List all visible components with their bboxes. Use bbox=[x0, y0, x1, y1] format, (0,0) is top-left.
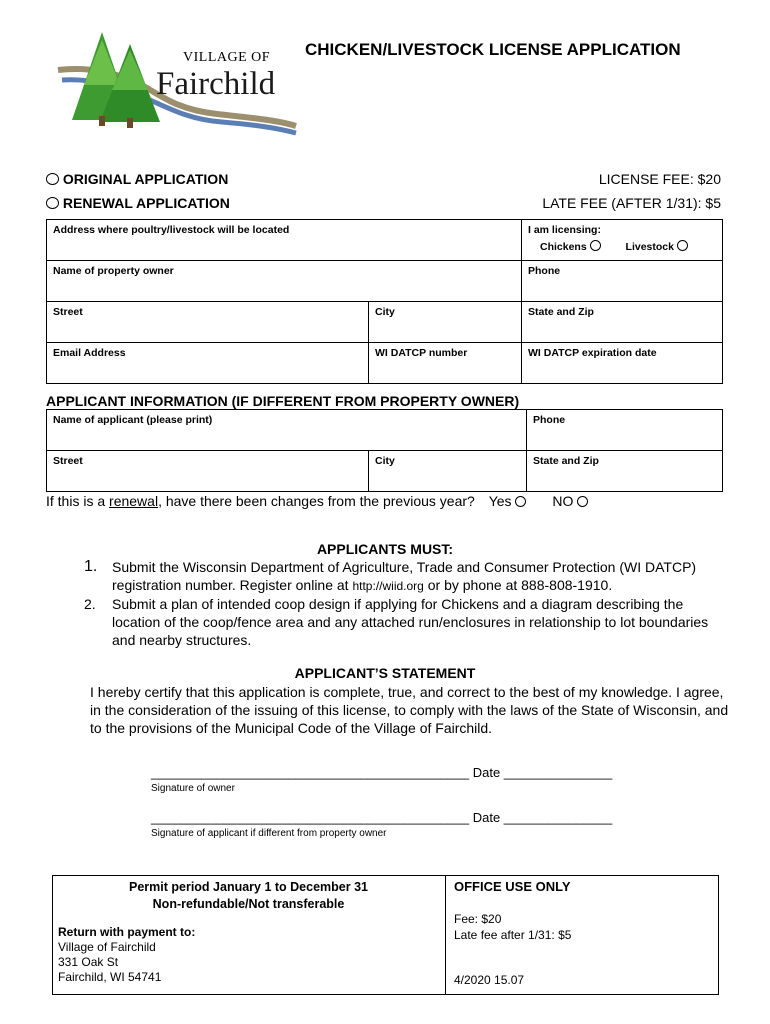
datcp-number-label: WI DATCP number bbox=[375, 347, 468, 359]
applicant-street-field[interactable] bbox=[46, 450, 369, 492]
applicant-state-zip-label: State and Zip bbox=[533, 455, 599, 467]
owner-state-zip-field[interactable] bbox=[521, 301, 723, 343]
requirement-number: 1. bbox=[84, 558, 98, 575]
requirement-text: Submit a plan of intended coop design if applying for Chickens and a diagram describing the location of the coop/fence area and any attached run/enclosures in relationship to lot boundaries and nearby structures. bbox=[112, 596, 709, 648]
return-address-line2: 331 Oak St bbox=[58, 955, 119, 969]
owner-street-field[interactable] bbox=[46, 301, 369, 343]
permit-period bbox=[52, 879, 445, 913]
statement-text: I hereby certify that this application is complete, true, and correct to the best of my knowledge. I agree, in the consideration of the issuing of this license, to comply with the laws of the State of Wisconsin, and to the provisions of the Municipal Code of the Village of Fairchild. bbox=[90, 684, 729, 736]
datcp-expiration-label: WI DATCP expiration date bbox=[528, 347, 657, 359]
licensing-field bbox=[521, 219, 723, 261]
email-label: Email Address bbox=[53, 347, 126, 359]
original-radio-icon[interactable] bbox=[46, 173, 59, 185]
owner-signature-label: Signature of owner bbox=[151, 783, 235, 794]
chickens-radio-icon[interactable] bbox=[590, 240, 601, 251]
logo-village-label: VILLAGE OF bbox=[183, 50, 271, 65]
office-fee: Fee: $20 bbox=[454, 912, 502, 926]
applicant-name-label: Name of applicant (please print) bbox=[53, 414, 213, 426]
applicant-state-zip-field[interactable] bbox=[526, 450, 723, 492]
office-use-title: OFFICE USE ONLY bbox=[454, 879, 571, 894]
livestock-label: Livestock bbox=[625, 241, 674, 253]
renewal-radio-icon[interactable] bbox=[46, 197, 59, 209]
logo-village-name: Fairchild bbox=[156, 66, 276, 102]
owner-city-label: City bbox=[375, 306, 395, 318]
no-radio-icon[interactable] bbox=[577, 496, 588, 507]
licensing-label: I am licensing: bbox=[528, 224, 601, 236]
applicant-city-field[interactable] bbox=[368, 450, 527, 492]
applicant-name-field[interactable] bbox=[46, 409, 527, 451]
owner-state-zip-label: State and Zip bbox=[528, 306, 594, 318]
form-version: 4/2020 15.07 bbox=[454, 973, 525, 987]
office-fees bbox=[454, 911, 571, 943]
owner-signature-line[interactable]: ____________________________________________ Date _______________ bbox=[151, 765, 613, 780]
yes-label: Yes bbox=[488, 493, 512, 509]
owner-city-field[interactable] bbox=[368, 301, 522, 343]
renewal-application-option[interactable] bbox=[46, 195, 230, 211]
return-address bbox=[58, 925, 195, 985]
applicant-city-label: City bbox=[375, 455, 395, 467]
address-label: Address where poultry/livestock will be located bbox=[53, 224, 290, 236]
yes-radio-icon[interactable] bbox=[515, 496, 526, 507]
applicant-signature-label: Signature of applicant if different from property owner bbox=[151, 828, 387, 839]
renewal-application-label: RENEWAL APPLICATION bbox=[62, 195, 230, 211]
office-late-fee: Late fee after 1/31: $5 bbox=[454, 928, 572, 942]
email-field[interactable] bbox=[46, 342, 369, 384]
address-field[interactable] bbox=[46, 219, 522, 261]
return-address-line1: Village of Fairchild bbox=[58, 940, 156, 954]
form-title: CHICKEN/LIVESTOCK LICENSE APPLICATION bbox=[305, 40, 681, 59]
statement-title: APPLICANT’S STATEMENT bbox=[294, 665, 476, 681]
owner-phone-field[interactable] bbox=[521, 260, 723, 302]
late-fee: LATE FEE (AFTER 1/31): $5 bbox=[542, 195, 721, 211]
applicant-phone-field[interactable] bbox=[526, 409, 723, 451]
applicant-signature-line[interactable]: ____________________________________________ Date _______________ bbox=[151, 810, 613, 825]
renewal-question-prefix: If this is a bbox=[46, 493, 110, 509]
chickens-label: Chickens bbox=[540, 241, 587, 253]
return-address-line3: Fairchild, WI 54741 bbox=[58, 970, 162, 984]
owner-phone-label: Phone bbox=[528, 265, 561, 277]
original-application-label: ORIGINAL APPLICATION bbox=[62, 171, 229, 187]
owner-name-field[interactable] bbox=[46, 260, 522, 302]
livestock-radio-icon[interactable] bbox=[677, 240, 688, 251]
applicant-street-label: Street bbox=[53, 455, 83, 467]
renewal-question bbox=[46, 493, 588, 509]
requirements-title: APPLICANTS MUST: bbox=[316, 541, 454, 557]
requirement-text-b: or by phone at 888-808-1910. bbox=[423, 577, 613, 593]
owner-street-label: Street bbox=[53, 306, 83, 318]
renewal-question-suffix: , have there been changes from the previous year? bbox=[158, 493, 475, 509]
no-label: NO bbox=[552, 493, 574, 509]
requirement-item bbox=[84, 595, 734, 649]
owner-name-label: Name of property owner bbox=[53, 265, 174, 277]
requirement-text-a: Submit the Wisconsin Department of Agriculture, Trade and Consumer Protection (WI DATCP) registration number. Register online at bbox=[112, 559, 697, 593]
requirement-item bbox=[84, 558, 734, 595]
permit-period-line1: Permit period January 1 to December 31 bbox=[129, 880, 368, 894]
registration-link[interactable]: http://wiid.org bbox=[352, 579, 424, 593]
datcp-expiration-field[interactable] bbox=[521, 342, 723, 384]
permit-period-line2: Non-refundable/Not transferable bbox=[152, 897, 345, 911]
renewal-question-underlined: renewal bbox=[109, 493, 159, 509]
footer-divider bbox=[445, 875, 446, 995]
original-application-option[interactable] bbox=[46, 171, 228, 187]
return-label: Return with payment to: bbox=[58, 925, 196, 939]
requirement-number: 2. bbox=[84, 596, 96, 612]
applicant-phone-label: Phone bbox=[533, 414, 566, 426]
requirements-list bbox=[84, 558, 734, 649]
applicant-section-title: APPLICANT INFORMATION (IF DIFFERENT FROM PROPERTY OWNER) bbox=[46, 393, 520, 409]
datcp-number-field[interactable] bbox=[368, 342, 522, 384]
license-fee: LICENSE FEE: $20 bbox=[598, 171, 721, 187]
